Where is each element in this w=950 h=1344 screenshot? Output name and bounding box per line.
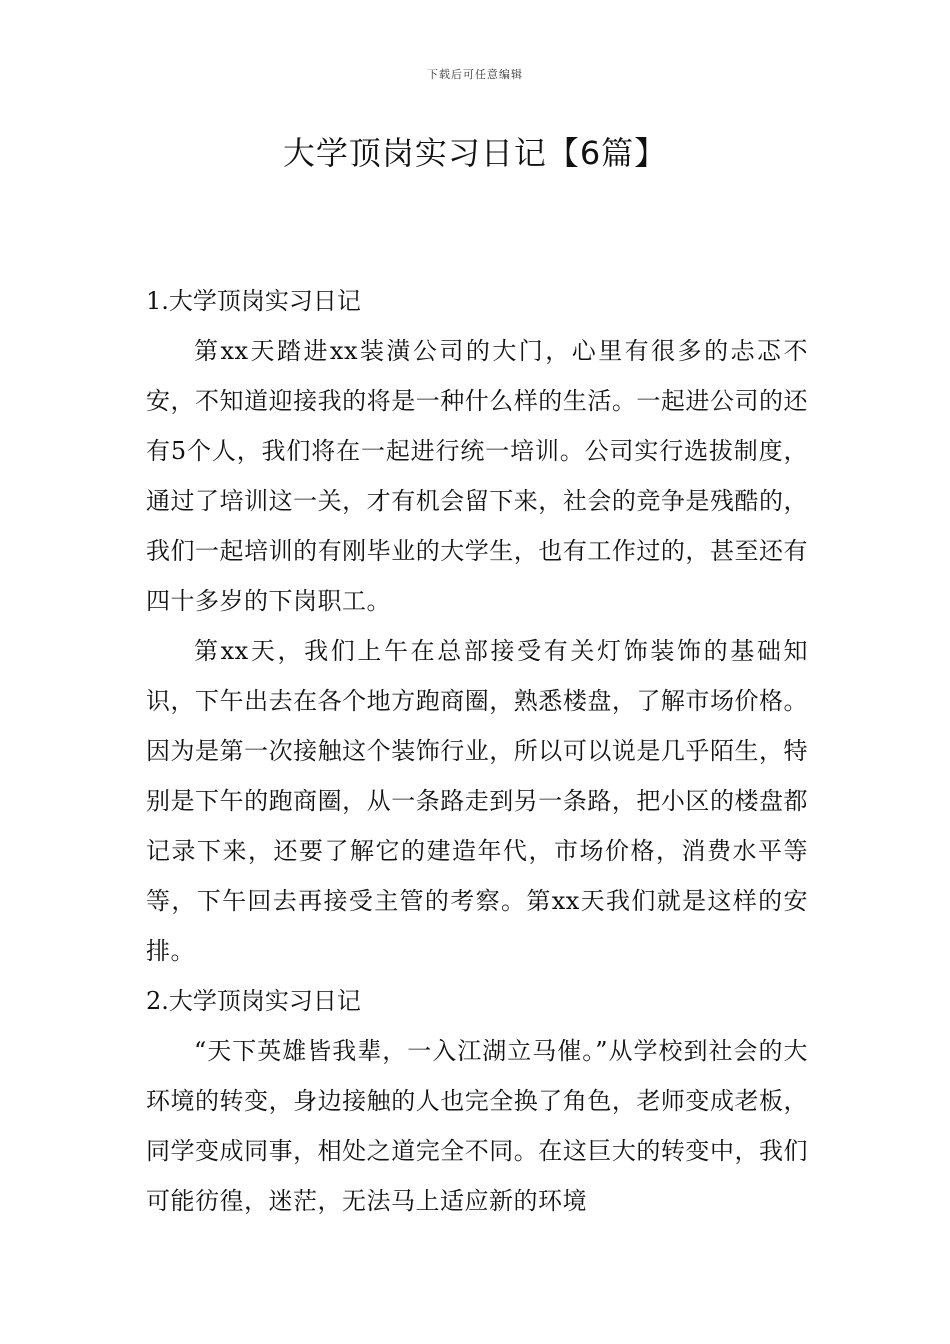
section-heading: 1.大学顶岗实习日记: [146, 287, 361, 315]
section-heading: 2.大学顶岗实习日记: [146, 987, 361, 1015]
paragraph: 第xx天踏进xx装潢公司的大门，心里有很多的忐忑不安，不知道迎接我的将是一种什么样的生活。一起进公司的还有5个人，我们将在一起进行统一培训。公司实行选拔制度，通过了培训这一关，才有机会留下来，社会的竞争是残酷的，我们一起培训的有刚毕业的大学生，也有工作过的，甚至还有四十多岁的下岗职工。: [146, 337, 808, 615]
header-note: 下载后可任意编辑: [427, 68, 523, 81]
document-body: [146, 276, 808, 1226]
document-title: 大学顶岗实习日记【6篇】: [282, 134, 668, 172]
paragraph: 第xx天，我们上午在总部接受有关灯饰装饰的基础知识，下午出去在各个地方跑商圈，熟悉楼盘，了解市场价格。因为是第一次接触这个装饰行业，所以可以说是几乎陌生，特别是下午的跑商圈，从一条路走到另一条路，把小区的楼盘都记录下来，还要了解它的建造年代，市场价格，消费水平等等，下午回去再接受主管的考察。第xx天我们就是这样的安排。: [146, 637, 808, 965]
paragraph: “天下英雄皆我辈，一入江湖立马催。”从学校到社会的大环境的转变，身边接触的人也完全换了角色，老师变成老板，同学变成同事，相处之道完全不同。在这巨大的转变中，我们可能彷徨，迷茫，无法马上适应新的环境: [146, 1037, 808, 1215]
